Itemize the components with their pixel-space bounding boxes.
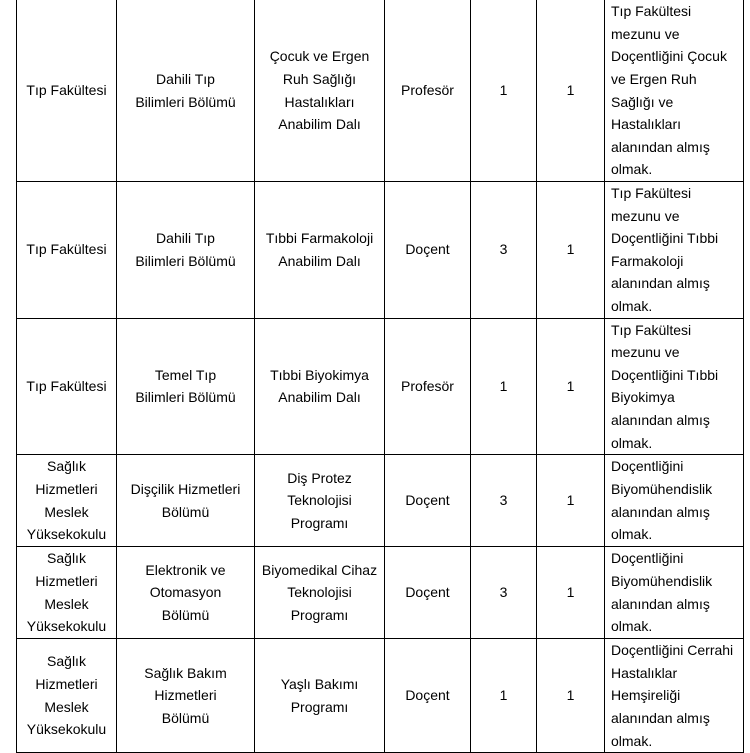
requirement-cell: Doçentliğini Biyomühendislik alanından almış olmak.	[605, 455, 744, 547]
count-cell: 1	[537, 639, 605, 753]
positions-table	[16, 0, 744, 753]
requirement-cell: Tıp Fakültesi mezunu ve Doçentliğini Çocuk ve Ergen Ruh Sağlığı ve Hastalıkları alanından almış olmak.	[605, 0, 744, 182]
faculty-cell: Sağlık Hizmetleri Meslek Yüksekokulu	[17, 639, 117, 753]
title-cell: Doçent	[385, 182, 471, 319]
department-cell: Temel Tıp Bilimleri Bölümü	[117, 318, 255, 455]
count-cell: 1	[537, 318, 605, 455]
degree-cell: 1	[471, 318, 537, 455]
degree-cell: 3	[471, 547, 537, 639]
table-row	[17, 0, 744, 182]
department-cell: Elektronik ve Otomasyon Bölümü	[117, 547, 255, 639]
degree-cell: 3	[471, 182, 537, 319]
division-cell: Çocuk ve Ergen Ruh Sağlığı Hastalıkları Anabilim Dalı	[255, 0, 385, 182]
division-cell: Tıbbi Farmakoloji Anabilim Dalı	[255, 182, 385, 319]
degree-cell: 1	[471, 639, 537, 753]
title-cell: Profesör	[385, 318, 471, 455]
requirement-cell: Doçentliğini Biyomühendislik alanından almış olmak.	[605, 547, 744, 639]
division-cell: Tıbbi Biyokimya Anabilim Dalı	[255, 318, 385, 455]
faculty-cell: Sağlık Hizmetleri Meslek Yüksekokulu	[17, 547, 117, 639]
department-cell: Dahili Tıp Bilimleri Bölümü	[117, 182, 255, 319]
title-cell: Profesör	[385, 0, 471, 182]
table-row	[17, 455, 744, 547]
department-cell: Dahili Tıp Bilimleri Bölümü	[117, 0, 255, 182]
division-cell: Diş Protez Teknolojisi Programı	[255, 455, 385, 547]
department-cell: Dişçilik Hizmetleri Bölümü	[117, 455, 255, 547]
faculty-cell: Tıp Fakültesi	[17, 182, 117, 319]
count-cell: 1	[537, 455, 605, 547]
requirement-cell: Tıp Fakültesi mezunu ve Doçentliğini Tıbbi Biyokimya alanından almış olmak.	[605, 318, 744, 455]
requirement-cell: Doçentliğini Cerrahi Hastalıklar Hemşireliği alanından almış olmak.	[605, 639, 744, 753]
count-cell: 1	[537, 0, 605, 182]
degree-cell: 1	[471, 0, 537, 182]
requirement-cell: Tıp Fakültesi mezunu ve Doçentliğini Tıbbi Farmakoloji alanından almış olmak.	[605, 182, 744, 319]
department-cell: Sağlık Bakım Hizmetleri Bölümü	[117, 639, 255, 753]
title-cell: Doçent	[385, 639, 471, 753]
title-cell: Doçent	[385, 547, 471, 639]
table-row	[17, 639, 744, 753]
division-cell: Biyomedikal Cihaz Teknolojisi Programı	[255, 547, 385, 639]
count-cell: 1	[537, 547, 605, 639]
count-cell: 1	[537, 182, 605, 319]
faculty-cell: Tıp Fakültesi	[17, 318, 117, 455]
title-cell: Doçent	[385, 455, 471, 547]
degree-cell: 3	[471, 455, 537, 547]
table-row	[17, 182, 744, 319]
division-cell: Yaşlı Bakımı Programı	[255, 639, 385, 753]
faculty-cell: Tıp Fakültesi	[17, 0, 117, 182]
faculty-cell: Sağlık Hizmetleri Meslek Yüksekokulu	[17, 455, 117, 547]
table-row	[17, 547, 744, 639]
table-row	[17, 318, 744, 455]
